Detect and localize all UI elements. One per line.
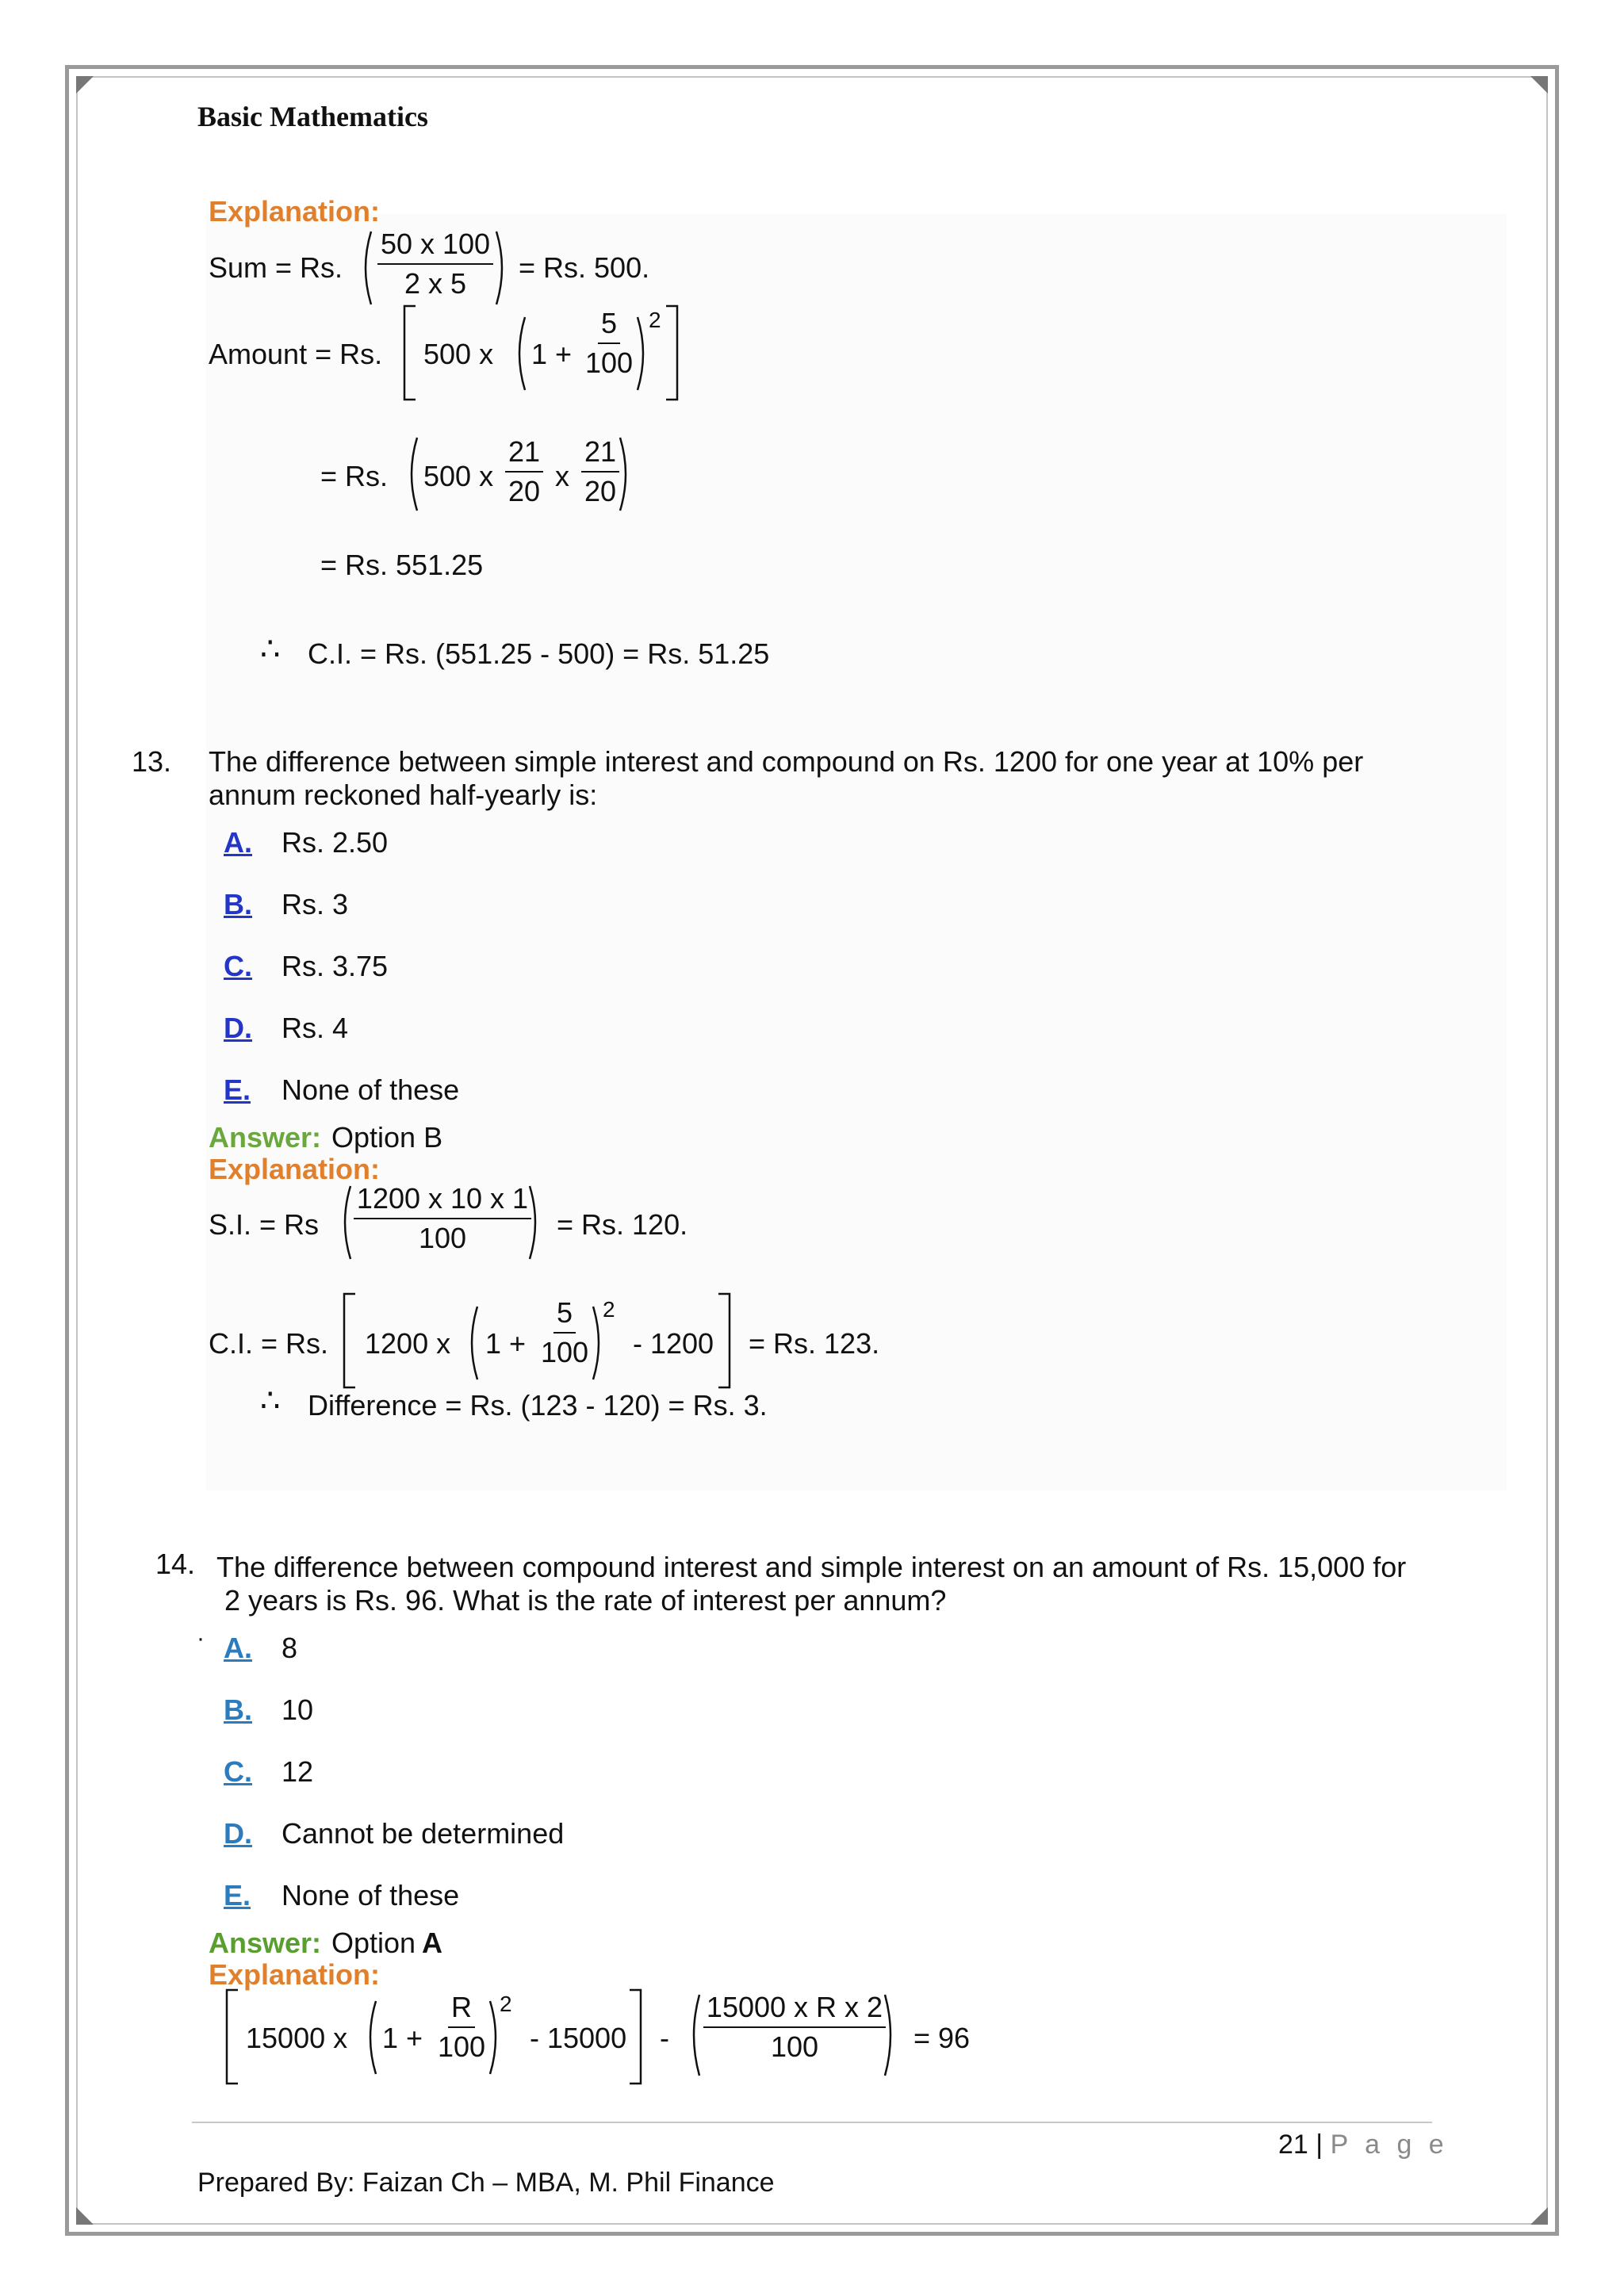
q14-answer-value: A — [422, 1927, 442, 1959]
q12-amount-exponent: 2 — [649, 308, 661, 332]
q14-question-line2: 2 years is Rs. 96. What is the rate of interest per annum? — [224, 1584, 947, 1617]
q12-sum-prefix: Sum = Rs. — [209, 251, 343, 284]
q14-left-paren — [362, 1998, 379, 2077]
q13-option-d-link[interactable]: D. — [224, 1012, 252, 1044]
q13-si-left-paren — [336, 1183, 354, 1262]
q14-right-bracket — [626, 1988, 644, 2085]
q13-option-b-link[interactable]: B. — [224, 888, 252, 920]
q13-si-denominator: 100 — [418, 1221, 467, 1254]
footer-prepared-by: Prepared By: Faizan Ch – MBA, M. Phil Finance — [197, 2168, 775, 2198]
q13-si-result: = Rs. 120. — [557, 1208, 688, 1241]
q12-amount-fraction — [579, 308, 639, 378]
q12-line2-f2-denominator: 20 — [584, 474, 617, 507]
q14-f2-left-paren — [685, 1992, 703, 2079]
corner-mark-bottom-left — [76, 2206, 95, 2225]
corner-mark-top-right — [1529, 76, 1548, 95]
q13-option-d-text: Rs. 4 — [282, 1012, 349, 1044]
q14-option-c-link[interactable]: C. — [224, 1755, 252, 1788]
footer-page-indicator — [1278, 2130, 1449, 2160]
footer-page-separator: | — [1316, 2130, 1323, 2160]
q14-f-result: = 96 — [914, 2022, 971, 2054]
q13-ci-minus-1200: - 1200 — [633, 1327, 714, 1360]
q14-f-denominator: 100 — [437, 2030, 486, 2063]
q12-amount-left-bracket — [401, 304, 419, 401]
q14-f2-fraction — [703, 1992, 887, 2062]
q14-option-b-text: 10 — [282, 1693, 314, 1726]
q13-explanation-label: Explanation: — [209, 1153, 381, 1185]
q13-option-b-text: Rs. 3 — [282, 888, 349, 920]
q12-line2-prefix: = Rs. — [320, 460, 389, 492]
q14-question-line1: The difference between compound interest and simple interest on an amount of Rs. 15,000 for — [216, 1551, 1407, 1583]
q12-line2-fraction2 — [580, 436, 620, 507]
q12-amount-denominator: 100 — [584, 346, 634, 379]
q14-f-15000x: 15000 x — [246, 2022, 348, 2054]
q14-f-1plus: 1 + — [382, 2022, 423, 2054]
q14-f2-right-paren — [882, 1992, 899, 2079]
q14-f-minus-15000: - 15000 — [530, 2022, 627, 2054]
q13-si-fraction — [354, 1183, 531, 1253]
footer-divider — [192, 2122, 1432, 2123]
q14-option-e-link[interactable]: E. — [224, 1879, 251, 1911]
q14-left-bracket — [224, 1988, 241, 2085]
q12-amount-1plus: 1 + — [531, 338, 573, 370]
q14-answer-label: Answer: — [209, 1927, 322, 1959]
q13-answer-value: Option B — [331, 1121, 443, 1154]
q12-line2-f1-numerator: 21 — [505, 436, 543, 473]
q14-f-exponent: 2 — [500, 1992, 512, 2016]
q14-number: 14. — [155, 1548, 196, 1580]
q13-option-a-text: Rs. 2.50 — [282, 826, 389, 859]
q12-therefore-symbol: ∴ — [260, 632, 281, 667]
footer-page-number: 21 — [1278, 2130, 1308, 2160]
q14-option-c-text: 12 — [282, 1755, 314, 1788]
q13-difference: Difference = Rs. (123 - 120) = Rs. 3. — [308, 1389, 768, 1422]
q13-question-line1: The difference between simple interest and compound on Rs. 1200 for one year at 10% per — [209, 745, 1364, 778]
q12-line3: = Rs. 551.25 — [320, 549, 484, 581]
q12-sum-result: = Rs. 500. — [519, 251, 650, 284]
q12-line2-times: x — [555, 460, 569, 492]
q12-amount-left-paren — [511, 314, 528, 393]
q12-amount-numerator: 5 — [598, 308, 620, 344]
q12-explanation-label: Explanation: — [209, 195, 381, 228]
q13-si-right-paren — [527, 1183, 544, 1262]
q13-ci-left-bracket — [341, 1292, 358, 1389]
q14-option-d-text: Cannot be determined — [282, 1817, 565, 1850]
q12-ci-line: C.I. = Rs. (551.25 - 500) = Rs. 51.25 — [308, 637, 770, 670]
q13-ci-denominator: 100 — [540, 1335, 589, 1368]
q13-si-numerator: 1200 x 10 x 1 — [354, 1183, 531, 1219]
q13-option-a-link[interactable]: A. — [224, 826, 252, 859]
q12-line2-right-paren — [617, 434, 634, 514]
q14-f2-numerator: 15000 x R x 2 — [703, 1992, 886, 2028]
q13-si-prefix: S.I. = Rs — [209, 1208, 320, 1241]
q13-ci-exponent: 2 — [603, 1297, 615, 1322]
q13-ci-left-paren — [463, 1303, 481, 1383]
q13-ci-result: = Rs. 123. — [749, 1327, 880, 1360]
q13-therefore-symbol: ∴ — [260, 1383, 281, 1418]
q13-ci-fraction — [534, 1297, 595, 1368]
q13-ci-right-bracket — [715, 1292, 733, 1389]
footer-page-word: P a g e — [1330, 2130, 1449, 2160]
header-title: Basic Mathematics — [197, 101, 428, 132]
q14-f2-denominator: 100 — [770, 2030, 819, 2063]
q13-option-c-link[interactable]: C. — [224, 950, 252, 982]
q12-amount-prefix: Amount = Rs. — [209, 338, 383, 370]
q12-sum-fraction — [376, 228, 495, 299]
q12-sum-denominator: 2 x 5 — [404, 266, 467, 300]
corner-mark-bottom-right — [1529, 2206, 1548, 2225]
q14-f-numerator: R — [448, 1992, 475, 2028]
q13-option-c-text: Rs. 3.75 — [282, 950, 389, 982]
q12-amount-right-bracket — [663, 304, 680, 401]
content-shade — [206, 214, 1507, 1490]
q13-option-e-text: None of these — [282, 1073, 460, 1106]
corner-mark-top-left — [76, 76, 95, 95]
q12-line2-fraction1 — [504, 436, 544, 507]
q13-ci-prefix: C.I. = Rs. — [209, 1327, 329, 1360]
q13-option-e-link[interactable]: E. — [224, 1073, 251, 1106]
q12-line2-500x: 500 x — [423, 460, 494, 492]
q14-f-dash: - — [660, 2022, 669, 2054]
q14-f-fraction — [431, 1992, 492, 2062]
q14-option-b-link[interactable]: B. — [224, 1693, 252, 1726]
q13-question-line2: annum reckoned half-yearly is: — [209, 779, 598, 811]
q13-ci-1plus: 1 + — [485, 1327, 527, 1360]
q14-stray-dot: · — [197, 1625, 205, 1651]
q12-line2-f1-denominator: 20 — [508, 474, 541, 507]
q13-answer-label: Answer: — [209, 1121, 322, 1154]
q14-option-a-link[interactable]: A. — [224, 1632, 252, 1664]
q12-sum-right-paren — [493, 228, 511, 308]
q13-ci-numerator: 5 — [553, 1297, 576, 1334]
q12-line2-left-paren — [403, 434, 420, 514]
q14-option-d-link[interactable]: D. — [224, 1817, 252, 1850]
q14-answer-prefix: Option — [331, 1927, 416, 1959]
q14-option-e-text: None of these — [282, 1879, 460, 1911]
q12-sum-numerator: 50 x 100 — [377, 228, 493, 265]
q12-line2-f2-numerator: 21 — [581, 436, 619, 473]
q14-option-a-text: 8 — [282, 1632, 298, 1664]
q13-number: 13. — [132, 745, 172, 778]
q12-sum-left-paren — [357, 228, 374, 308]
q14-explanation-label: Explanation: — [209, 1958, 381, 1991]
q13-ci-1200x: 1200 x — [365, 1327, 451, 1360]
q12-amount-500x: 500 x — [423, 338, 494, 370]
